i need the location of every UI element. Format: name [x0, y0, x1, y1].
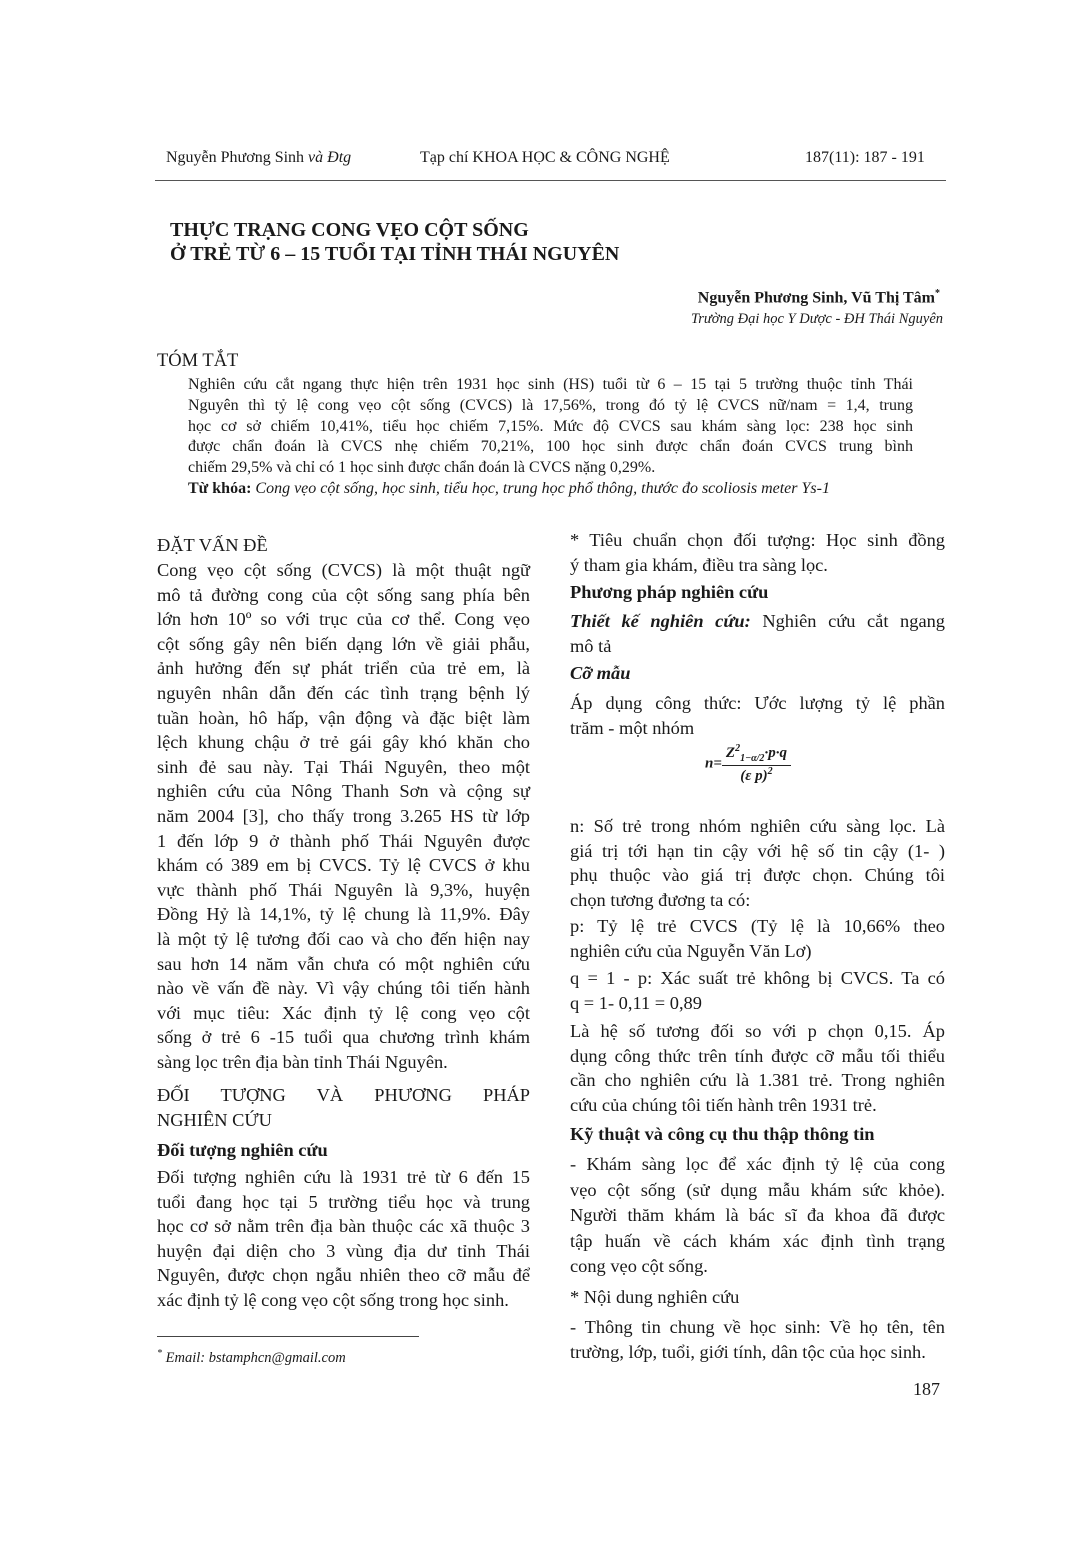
- text-line: dụng công thức trên tính được cỡ mẫu tối thiểu: [570, 1045, 945, 1066]
- keywords-label: Từ khóa:: [188, 480, 252, 497]
- design-paragraph: [570, 609, 945, 658]
- text-line: là một tỷ lệ tương đối cao và cho đến hiện nay: [157, 928, 530, 949]
- text-line: Đối tượng nghiên cứu là 1931 trẻ từ 6 đến 15: [157, 1167, 530, 1187]
- text-line: lớn hơn 10º so với trục của cơ thể. Cong vẹo: [157, 609, 530, 630]
- footnote-rule: [157, 1336, 419, 1337]
- header-etal: và Đtg: [308, 149, 352, 166]
- apply-paragraph: [570, 691, 945, 740]
- text-line: với mục tiêu: Xác định tỷ lệ cong vẹo cột: [157, 1002, 530, 1023]
- text-line: n: Số trẻ trong nhóm nghiên cứu sàng lọc. Là: [570, 816, 945, 836]
- text-line: năm 2004 [3], cho thấy trong 3.265 HS từ lớp: [157, 805, 530, 826]
- text-line: giá trị tới hạn tin cậy với hệ số tin cậy (1- ): [570, 840, 945, 861]
- text-line: cứu của chúng tôi tiến hành trên 1931 trẻ.: [570, 1094, 877, 1115]
- criteria-paragraph: [570, 528, 945, 577]
- methods-heading: [157, 1083, 530, 1132]
- n-definition: [570, 814, 945, 912]
- text-line: Là hệ số tương đối so với p chọn 0,15. Áp: [570, 1021, 945, 1041]
- design-line: [570, 609, 945, 634]
- text-line: Đồng Hỷ là 14,1%, tỷ lệ chung là 11,9%. Đây: [157, 904, 530, 925]
- intro-paragraph: [157, 558, 530, 1074]
- text-line: nghiên cứu của Nguyễn Văn Lơ): [570, 940, 812, 961]
- text-line: học cơ sở nằm trên địa bàn thuộc các xã thuộc 3: [157, 1216, 530, 1237]
- formula-pq: ·p·q: [764, 745, 787, 761]
- formula-z: Z: [725, 745, 736, 761]
- formula-z-sub: 1−α/2: [740, 753, 765, 764]
- affiliation: Trường Đại học Y Dược - ĐH Thái Nguyên: [690, 311, 943, 327]
- text-line: q = 1 - p: Xác suất trẻ không bị CVCS. Ta có: [570, 968, 945, 988]
- design-text: Nghiên cứu cắt ngang: [762, 611, 945, 631]
- text-line: chọn tương đương ta có:: [570, 889, 751, 910]
- text-line: vẹo cột sống (sử dụng mẫu khám sức khỏe).: [570, 1179, 945, 1200]
- text-line: cong vẹo cột sống.: [570, 1256, 708, 1276]
- text-line: mô tả đường cong của cột sống sang phía bên: [157, 584, 530, 605]
- sample-size-formula: [705, 743, 791, 785]
- page-number: 187: [913, 1379, 940, 1399]
- text-line: ảnh hưởng đến sự phát triển của trẻ em, là: [157, 658, 530, 679]
- footnote: [157, 1348, 346, 1367]
- text-line: cần cho nghiên cứu là 1.381 trẻ. Trong nghiên: [570, 1070, 945, 1091]
- text-line: nghiên cứu của Nông Thanh Sơn và cộng sự: [157, 781, 530, 802]
- methods-heading-line-2: NGHIÊN CỨU: [157, 1109, 272, 1130]
- title-line-2: Ở TRẺ TỪ 6 – 15 TUỔI TẠI TỈNH THÁI NGUYÊN: [170, 243, 620, 265]
- text-line: lệch khung chậu ở trẻ gái gây khó khăn cho: [157, 732, 530, 753]
- q-definition: [570, 966, 945, 1015]
- header-authors: Nguyễn Phương Sinh: [166, 149, 305, 166]
- text-line: sống ở trẻ 6 -15 tuổi qua chương trình khám: [157, 1027, 530, 1048]
- text-line: được chẩn đoán là CVCS nhẹ chiếm 70,21%, 100 học sinh được chẩn đoán CVCS trung bình: [188, 438, 913, 456]
- text-line: - Thông tin chung về học sinh: Về họ tên, tên: [570, 1317, 945, 1337]
- footnote-mark: *: [157, 1348, 162, 1359]
- text-line: Áp dụng công thức: Ước lượng tỷ lệ phần: [570, 693, 945, 713]
- formula-denominator: [722, 766, 791, 785]
- p-definition: [570, 914, 945, 963]
- text-line: trăm - một nhóm: [570, 717, 695, 738]
- text-line: vực thành phố Thái Nguyên là 9,3%, huyện: [157, 879, 530, 900]
- text-line: 1 đến lớp 9 ở thành phố Thái Nguyên được: [157, 830, 530, 851]
- text-line: xác định tỷ lệ cong vẹo cột sống trong học sinh.: [157, 1289, 509, 1310]
- text-line: Cong vẹo cột sống (CVCS) là một thuật ngữ: [157, 560, 530, 580]
- content-paragraph: [570, 1315, 945, 1365]
- text-line: huyện đại diện cho 3 vùng địa dư tỉnh Thái: [157, 1240, 530, 1261]
- text-line: Nguyên, được chọn ngẫu nhiên theo cỡ mẫu để: [157, 1265, 530, 1286]
- abstract-heading: TÓM TẮT: [157, 351, 239, 371]
- design-line-2: mô tả: [570, 635, 612, 656]
- tech-heading: Kỹ thuật và công cụ thu thập thông tin: [570, 1124, 875, 1144]
- text-line: ý tham gia khám, điều tra sàng lọc.: [570, 554, 828, 575]
- text-line: - Khám sàng lọc để xác định tỷ lệ của cong: [570, 1154, 945, 1174]
- text-line: chiếm 29,5% và chỉ có 1 học sinh được chẩn đoán là CVCS nặng 0,29%.: [188, 459, 656, 477]
- text-line: sinh đẻ sau này. Tại Thái Nguyên, theo một: [157, 756, 530, 777]
- text-line: sàng lọc trên địa bàn tỉnh Thái Nguyên.: [157, 1051, 448, 1072]
- keywords-text: Cong vẹo cột sống, học sinh, tiểu học, trung học phổ thông, thước đo scoliosis meter Ys-1: [255, 480, 830, 497]
- text-line: Người thăm khám là bác sĩ đa khoa đã được: [570, 1205, 945, 1225]
- abstract-body: [188, 375, 913, 479]
- sample-heading: Cỡ mẫu: [570, 663, 631, 683]
- formula-den-sup: 2: [767, 766, 773, 777]
- formula-z-sup: 2: [735, 743, 741, 754]
- corresponding-mark: *: [935, 288, 940, 299]
- text-line: Nguyên thì tỷ lệ cong vẹo cột sống (CVCS) là 17,56%, trong đó tỷ lệ CVCS nữ/nam = 1,4, trung: [188, 396, 913, 414]
- text-line: sau hơn 14 năm vẫn chưa có một nghiên cứu: [157, 953, 530, 974]
- methods-heading-line-1: ĐỐI TƯỢNG VÀ PHƯƠNG PHÁP: [157, 1085, 530, 1105]
- title-line-1: THỰC TRẠNG CONG VẸO CỘT SỐNG: [170, 219, 529, 241]
- content-heading: * Nội dung nghiên cứu: [570, 1287, 740, 1307]
- design-label: Thiết kế nghiên cứu:: [570, 611, 751, 631]
- author-names-text: Nguyễn Phương Sinh, Vũ Thị Tâm: [697, 289, 935, 307]
- subjects-heading: Đối tượng nghiên cứu: [157, 1140, 328, 1160]
- running-header-authors: [166, 148, 351, 168]
- footnote-email[interactable]: Email: bstamphcn@gmail.com: [165, 1349, 346, 1366]
- text-line: tập huấn về cách khám xác định tình trạng: [570, 1230, 945, 1251]
- header-rule: [155, 180, 946, 181]
- text-line: phụ thuộc vào giá trị được chọn. Chúng tôi: [570, 865, 945, 886]
- running-header-issue: 187(11): 187 - 191: [805, 149, 925, 166]
- formula-den: (ε p): [740, 768, 768, 784]
- formula-fraction: [722, 743, 791, 785]
- method-heading: Phương pháp nghiên cứu: [570, 582, 769, 602]
- text-line: * Tiêu chuẩn chọn đối tượng: Học sinh đồng: [570, 530, 945, 550]
- text-line: nào về vấn đề này. Vì vậy chúng tôi tiến hành: [157, 978, 530, 999]
- text-line: khám có 389 em bị CVCS. Tỷ lệ CVCS ở khu: [157, 855, 530, 876]
- text-line: cột sống gây nên biến dạng lớn về giải phẫu,: [157, 633, 530, 654]
- text-line: học cơ sở chiếm 10,41%, tiểu học chiếm 7,15%. Mức độ CVCS sau khám sàng lọc: 238 học sinh: [188, 417, 913, 435]
- text-line: tuần hoàn, hô hấp, vận động và đặc biệt làm: [157, 707, 530, 728]
- text-line: Nghiên cứu cắt ngang thực hiện trên 1931 học sinh (HS) tuổi từ 6 – 15 tại 5 trường thuộc tỉnh Thái: [188, 376, 913, 393]
- formula-numerator: [722, 743, 791, 766]
- text-line: tuổi đang học tại 5 trường tiểu học và trung: [157, 1191, 530, 1212]
- running-header-journal: Tạp chí KHOA HỌC & CÔNG NGHỆ: [420, 149, 670, 166]
- formula-lhs: n=: [705, 755, 722, 772]
- text-line: q = 1- 0,11 = 0,89: [570, 992, 702, 1013]
- tech-paragraph: [570, 1152, 945, 1280]
- author-names: [698, 288, 940, 307]
- subjects-paragraph: [157, 1165, 530, 1313]
- intro-heading: ĐẶT VẤN ĐỀ: [157, 535, 268, 555]
- text-line: nguyên nhân dẫn đến các tình trạng bệnh lý: [157, 682, 530, 703]
- epsilon-definition: [570, 1019, 945, 1117]
- keywords: [188, 479, 830, 500]
- text-line: p: Tỷ lệ trẻ CVCS (Tỷ lệ là 10,66% theo: [570, 916, 945, 936]
- text-line: trường, lớp, tuổi, giới tính, dân tộc của học sinh.: [570, 1342, 926, 1362]
